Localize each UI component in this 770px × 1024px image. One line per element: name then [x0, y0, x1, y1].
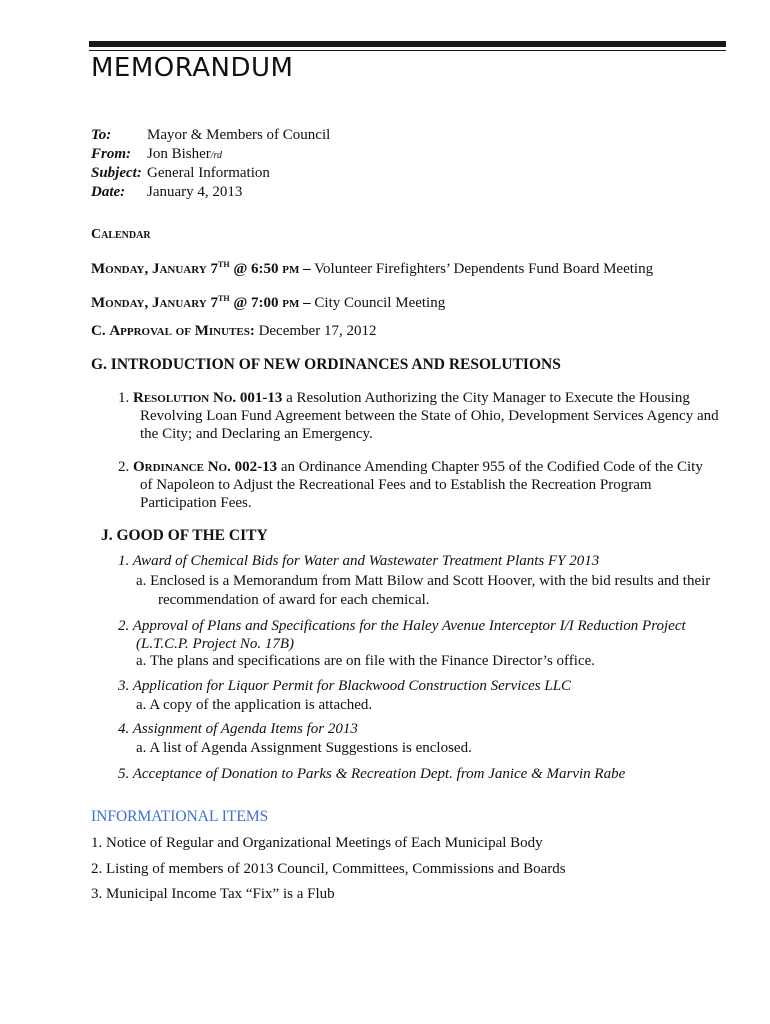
- section-g-item-2-text: an Ordinance Amending Chapter 955 of the Codified Code of the City: [280, 459, 703, 475]
- from-initials: /rd: [210, 150, 223, 161]
- section-g-item-1-text: a Resolution Authorizing the City Manager to Execute the Housing: [286, 390, 690, 406]
- section-j-item-4: 4. Assignment of Agenda Items for 2013: [118, 721, 358, 737]
- informational-item-2: 2. Listing of members of 2013 Council, Committees, Commissions and Boards: [91, 861, 566, 877]
- subject-label: Subject:: [91, 165, 142, 181]
- section-g-item-1-label: Resolution No. 001-13: [133, 390, 283, 406]
- date-value: January 4, 2013: [147, 184, 243, 200]
- section-j-item-2a: a. The plans and specifications are on file with the Finance Director’s office.: [136, 653, 596, 669]
- section-c-value: December 17, 2012: [258, 323, 377, 339]
- to-value: Mayor & Members of Council: [147, 127, 331, 143]
- section-g-heading: G. INTRODUCTION OF NEW ORDINANCES AND RESOLUTIONS: [91, 356, 561, 373]
- calendar-item-2-time: @ 7:00 pm –: [233, 295, 311, 311]
- calendar-item-2-day: Monday, January 7: [91, 295, 219, 311]
- section-c-label: Approval of Minutes:: [109, 323, 255, 339]
- informational-heading: INFORMATIONAL ITEMS: [91, 808, 269, 825]
- top-rule-thick: [89, 41, 726, 47]
- section-g-item-2-label: Ordinance No. 002-13: [133, 459, 278, 475]
- section-j-item-2-line-1: 2. Approval of Plans and Specifications for the Haley Avenue Interceptor I/I Reduction Project: [118, 618, 686, 634]
- section-j-item-1: 1. Award of Chemical Bids for Water and Wastewater Treatment Plants FY 2013: [118, 553, 600, 569]
- calendar-item-2-sup: TH: [218, 294, 230, 303]
- calendar-item-1: [91, 256, 653, 278]
- memo-title: MEMORANDUM: [91, 53, 294, 83]
- calendar-item-1-sup: TH: [218, 260, 230, 269]
- section-j-item-4a: a. A list of Agenda Assignment Suggestions is enclosed.: [136, 740, 472, 756]
- section-g-item-1-num: 1.: [118, 390, 130, 406]
- from-label: From:: [91, 146, 132, 162]
- calendar-item-2: [91, 290, 445, 312]
- informational-item-1: 1. Notice of Regular and Organizational Meetings of Each Municipal Body: [91, 835, 543, 851]
- section-j-item-1a-line-2: recommendation of award for each chemical.: [158, 592, 430, 608]
- section-g-item-1-line-1: [118, 389, 690, 407]
- section-g-item-2-line-1: [118, 458, 703, 476]
- subject-value: General Information: [147, 165, 270, 181]
- date-label: Date:: [91, 184, 126, 200]
- calendar-item-1-day: Monday, January 7: [91, 261, 219, 277]
- calendar-item-1-text: Volunteer Firefighters’ Dependents Fund Board Meeting: [314, 261, 654, 277]
- section-j-heading: J. GOOD OF THE CITY: [101, 527, 268, 544]
- section-j-item-5: 5. Acceptance of Donation to Parks & Recreation Dept. from Janice & Marvin Rabe: [118, 766, 626, 782]
- section-g-item-1-line-2: Revolving Loan Fund Agreement between the State of Ohio, Development Services Agency and: [140, 408, 719, 424]
- section-g-item-2-num: 2.: [118, 459, 130, 475]
- from-value-wrap: [147, 145, 222, 165]
- section-j-item-2-line-2: (L.T.C.P. Project No. 17B): [136, 636, 295, 652]
- top-rule-thin: [89, 50, 726, 51]
- section-j-item-1a-line-1: a. Enclosed is a Memorandum from Matt Bilow and Scott Hoover, with the bid results and their: [136, 573, 711, 589]
- section-c: [91, 322, 376, 340]
- section-g-item-1-line-3: the City; and Declaring an Emergency.: [140, 426, 373, 442]
- section-j-item-3a: a. A copy of the application is attached.: [136, 697, 373, 713]
- calendar-item-1-time: @ 6:50 pm –: [233, 261, 311, 277]
- section-g-item-2-line-2: of Napoleon to Adjust the Recreational Fees and to Establish the Recreation Program: [140, 477, 652, 493]
- from-value: Jon Bisher: [147, 146, 211, 162]
- to-label: To:: [91, 127, 112, 143]
- calendar-heading: Calendar: [91, 227, 151, 242]
- section-c-letter: C.: [91, 323, 106, 339]
- section-j-item-3: 3. Application for Liquor Permit for Blackwood Construction Services LLC: [118, 678, 572, 694]
- section-g-item-2-line-3: Participation Fees.: [140, 495, 252, 511]
- informational-item-3: 3. Municipal Income Tax “Fix” is a Flub: [91, 886, 335, 902]
- calendar-item-2-text: City Council Meeting: [314, 295, 446, 311]
